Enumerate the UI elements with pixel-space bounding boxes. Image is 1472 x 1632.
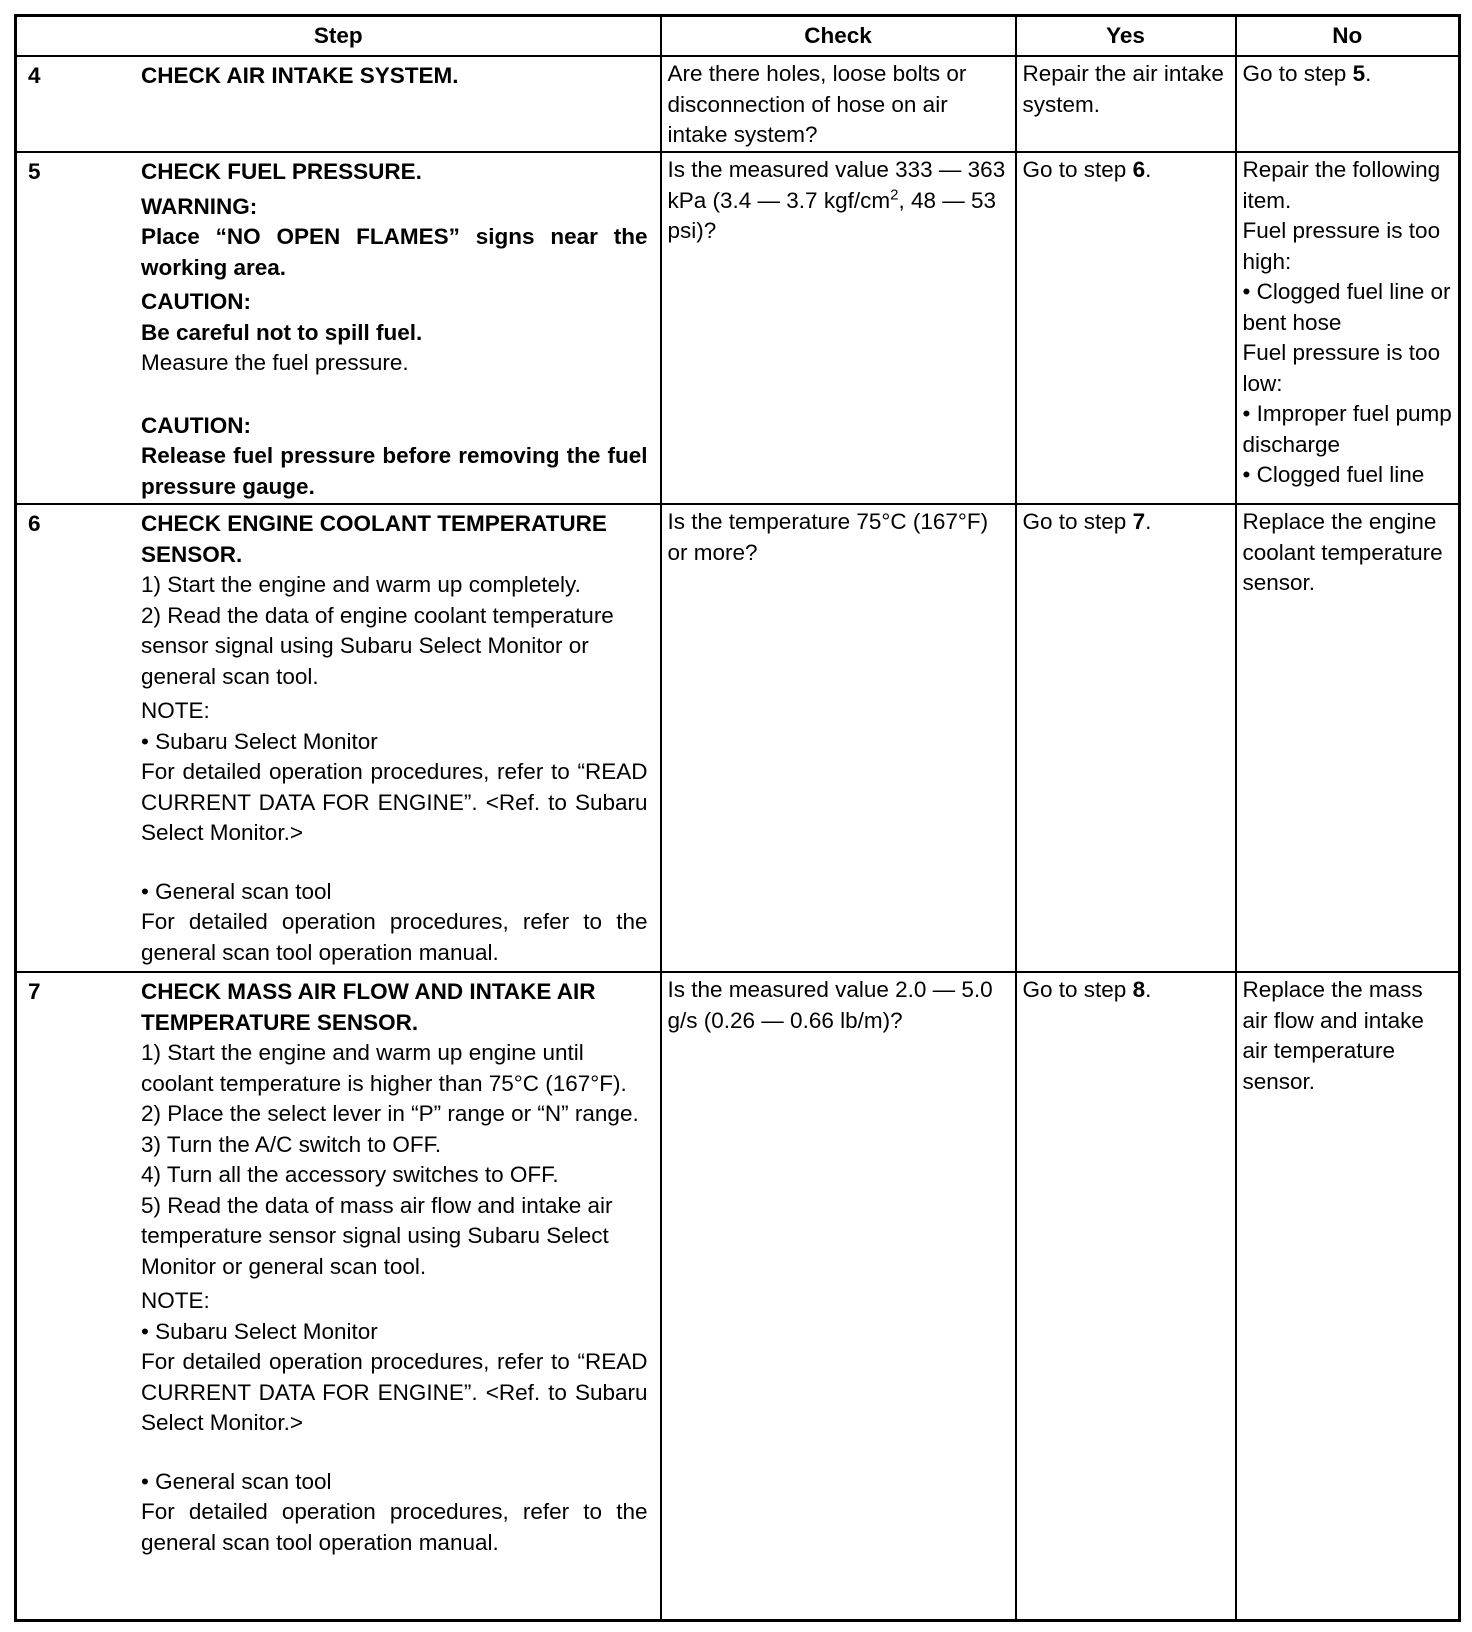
no-intro: Repair the following item. (1242, 157, 1441, 213)
goto-step-link[interactable]: 6 (1132, 157, 1146, 182)
note-text: For detailed operation procedures, refer to “READ CURRENT DATA FOR ENGINE”. <Ref. to Subaru Select Monitor.> (141, 759, 648, 845)
step-cell (16, 504, 661, 972)
note-text: For detailed operation procedures, refer to the general scan tool operation manual. (141, 1499, 648, 1555)
no-cell (1236, 56, 1460, 152)
yes-suffix: . (1145, 977, 1152, 1002)
caution-label: CAUTION: (141, 289, 251, 314)
step-title: CHECK MASS AIR FLOW AND INTAKE AIR TEMPERATURE SENSOR. (141, 979, 596, 1035)
note-text: For detailed operation procedures, refer to “READ CURRENT DATA FOR ENGINE”. <Ref. to Subaru Select Monitor.> (141, 1349, 648, 1435)
procedure-step: 1) Start the engine and warm up completely. (141, 572, 581, 597)
yes-cell: Repair the air intake system. (1016, 56, 1236, 152)
check-cell (661, 152, 1016, 504)
note-label: NOTE: (141, 1288, 210, 1313)
warning-label: WARNING: (141, 193, 258, 219)
procedure-step: 5) Read the data of mass air flow and intake air temperature sensor signal using Subaru Select Monitor or general scan tool. (141, 1192, 613, 1279)
procedure-step: 2) Read the data of engine coolant temperature sensor signal using Subaru Select Monitor or general scan tool. (141, 602, 614, 689)
yes-suffix: . (1145, 157, 1152, 182)
step-number: 5 (28, 159, 41, 184)
no-cell (1236, 152, 1460, 504)
no-cell: Replace the mass air flow and intake air temperature sensor. (1236, 972, 1460, 1621)
goto-step-link[interactable]: 7 (1132, 509, 1146, 534)
table-row-step-4 (16, 56, 1460, 152)
yes-text: Go to step (1022, 157, 1133, 182)
no-low-label: Fuel pressure is too low: (1242, 340, 1441, 396)
diagnostic-table (14, 14, 1461, 1622)
step-title: CHECK ENGINE COOLANT TEMPERATURE SENSOR. (141, 511, 607, 567)
header-yes: Yes (1016, 16, 1236, 57)
step-cell (16, 972, 661, 1621)
yes-text: Go to step (1022, 509, 1133, 534)
step-cell (16, 152, 661, 504)
yes-cell (1016, 152, 1236, 504)
check-cell: Is the measured value 2.0 — 5.0 g/s (0.26 — 0.66 lb/m)? (661, 972, 1016, 1621)
check-text: Is the measured value 333 — 363 kPa (3.4 — 3.7 kgf/cm (667, 157, 1006, 213)
no-suffix: . (1365, 61, 1372, 86)
header-row (16, 16, 1460, 57)
note-text: For detailed operation procedures, refer to the general scan tool operation manual. (141, 909, 648, 965)
spacer (141, 379, 648, 407)
no-low-item: • Clogged fuel line (1242, 462, 1425, 487)
superscript: 2 (890, 186, 899, 203)
no-cell: Replace the engine coolant temperature sensor. (1236, 504, 1460, 972)
no-high-item: • Clogged fuel line or bent hose (1242, 279, 1451, 335)
caution-text: Release fuel pressure before removing the fuel pressure gauge. (141, 443, 648, 499)
check-cell: Is the temperature 75°C (167°F) or more? (661, 504, 1016, 972)
spacer (141, 849, 648, 877)
goto-step-link[interactable]: 8 (1132, 977, 1146, 1002)
table-row-step-5 (16, 152, 1460, 504)
note-item: • General scan tool (141, 1468, 332, 1494)
header-no: No (1236, 16, 1460, 57)
check-cell: Are there holes, loose bolts or disconnection of hose on air intake system? (661, 56, 1016, 152)
goto-step-link[interactable]: 5 (1352, 61, 1366, 86)
step-cell (16, 56, 661, 152)
step-number: 6 (28, 511, 41, 536)
procedure-step: 3) Turn the A/C switch to OFF. (141, 1131, 442, 1157)
warning-text: Place “NO OPEN FLAMES” signs near the working area. (141, 224, 648, 280)
header-check: Check (661, 16, 1016, 57)
table-row-step-6 (16, 504, 1460, 972)
header-step: Step (16, 16, 661, 57)
note-item: • Subaru Select Monitor (141, 1318, 378, 1344)
yes-cell (1016, 504, 1236, 972)
step-title: CHECK AIR INTAKE SYSTEM. (141, 63, 459, 88)
step-title: CHECK FUEL PRESSURE. (141, 159, 422, 184)
note-item: • Subaru Select Monitor (141, 728, 378, 754)
note-label: NOTE: (141, 698, 210, 723)
procedure-step: 1) Start the engine and warm up engine until coolant temperature is higher than 75°C (167°F). (141, 1040, 627, 1096)
procedure-step: 2) Place the select lever in “P” range or “N” range. (141, 1101, 639, 1126)
no-low-item: • Improper fuel pump discharge (1242, 401, 1452, 457)
spacer (141, 1439, 648, 1467)
table-row-step-7 (16, 972, 1460, 1621)
note-item: • General scan tool (141, 878, 332, 904)
yes-text: Go to step (1022, 977, 1133, 1002)
yes-suffix: . (1145, 509, 1152, 534)
instruction-text: Measure the fuel pressure. (141, 350, 409, 375)
caution-text: Be careful not to spill fuel. (141, 319, 423, 345)
no-high-label: Fuel pressure is too high: (1242, 218, 1441, 274)
no-text: Go to step (1242, 61, 1353, 86)
step-number: 4 (28, 63, 41, 88)
procedure-step: 4) Turn all the accessory switches to OFF. (141, 1162, 559, 1187)
check-text: , 48 — 53 psi)? (667, 187, 996, 243)
step-number: 7 (28, 979, 41, 1004)
caution-label: CAUTION: (141, 412, 251, 438)
yes-cell (1016, 972, 1236, 1621)
